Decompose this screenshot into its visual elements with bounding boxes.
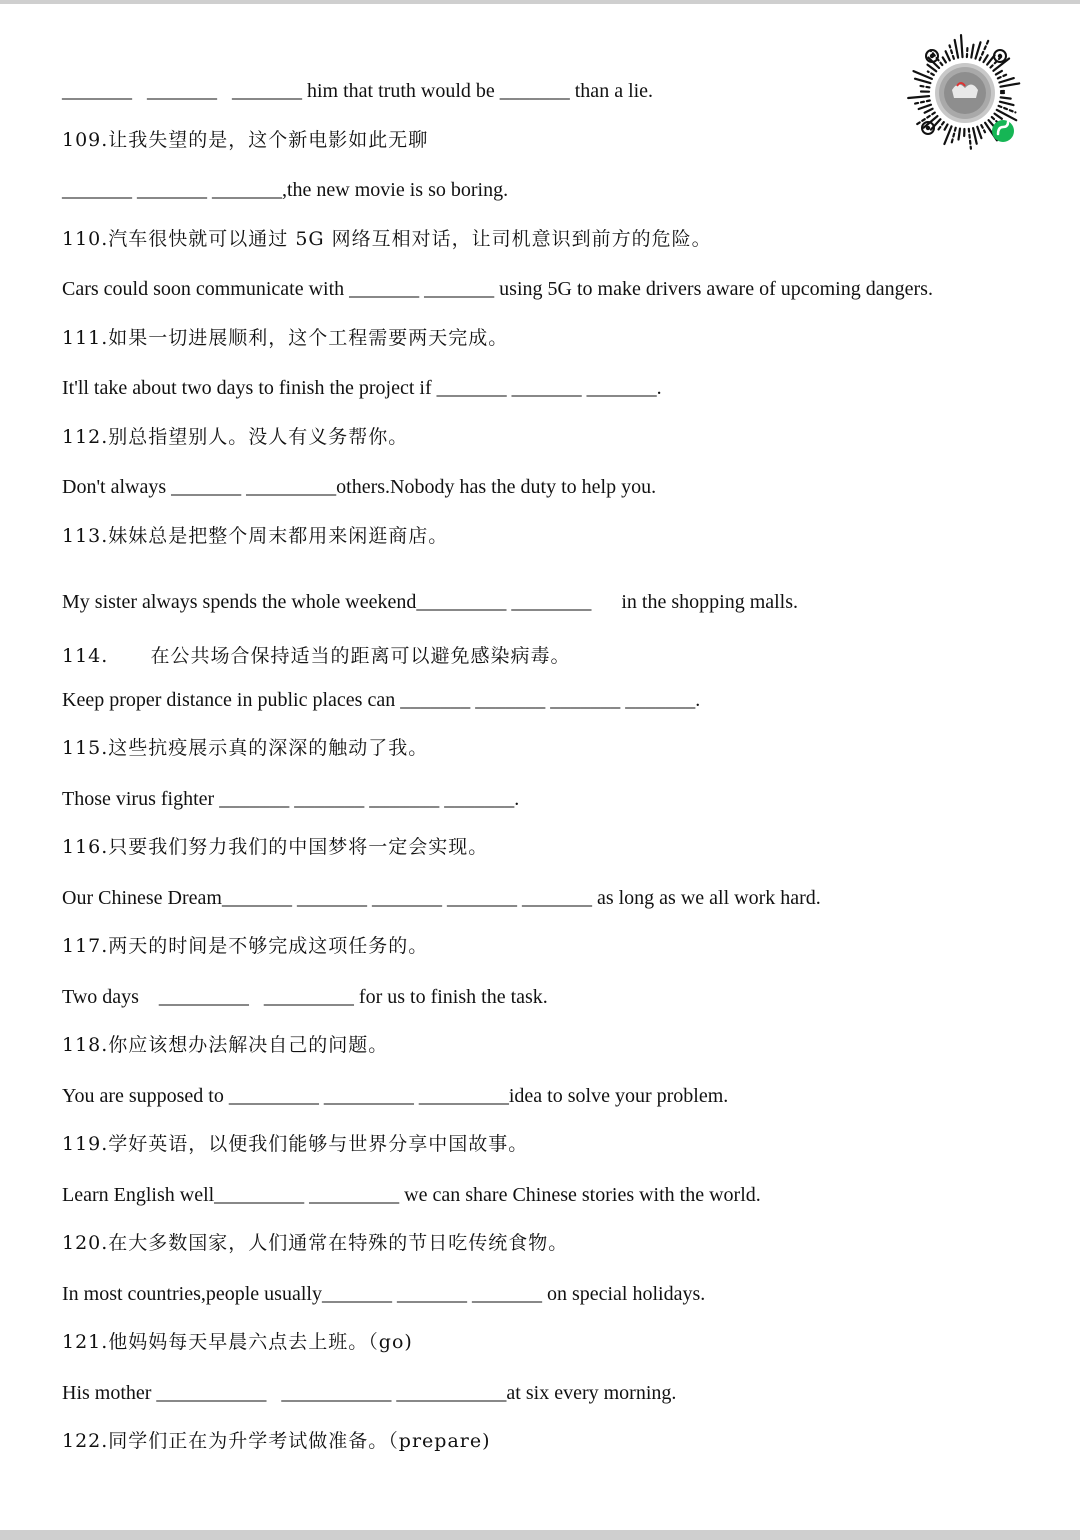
question-answer-line: You are supposed to _________ _________ _________idea to solve your problem.: [62, 1085, 729, 1107]
question-answer-line: His mother ___________ ___________ ___________at six every morning.: [62, 1382, 677, 1404]
question-prompt-chinese: 112.别总指望别人。没人有义务帮你。: [62, 426, 409, 448]
question-answer-line: _______ _______ _______ him that truth would be _______ than a lie.: [62, 80, 654, 102]
top-border: [0, 0, 1080, 4]
question-prompt-chinese: 116.只要我们努力我们的中国梦将一定会实现。: [62, 836, 489, 858]
question-answer-line: In most countries,people usually_______ _______ _______ on special holidays.: [62, 1283, 706, 1305]
question-answer-line: Keep proper distance in public places can _______ _______ _______ _______.: [62, 689, 701, 711]
question-prompt-chinese: 114. 在公共场合保持适当的距离可以避免感染病毒。: [62, 645, 571, 667]
question-answer-line: Two days _________ _________ for us to finish the task.: [62, 986, 548, 1008]
question-answer-line: Learn English well_________ _________ we can share Chinese stories with the world.: [62, 1184, 761, 1206]
question-answer-line: My sister always spends the whole weekend_________ ________ in the shopping malls.: [62, 591, 799, 613]
question-answer-line: Don't always _______ _________others.Nobody has the duty to help you.: [62, 476, 657, 498]
question-prompt-chinese: 118.你应该想办法解决自己的问题。: [62, 1034, 389, 1056]
question-answer-line: Cars could soon communicate with _______ _______ using 5G to make drivers aware of upcoming dangers.: [62, 278, 933, 300]
question-prompt-chinese: 121.他妈妈每天早晨六点去上班。（go): [62, 1331, 413, 1353]
question-prompt-chinese: 115.这些抗疫展示真的深深的触动了我。: [62, 737, 429, 759]
bottom-border: [0, 1530, 1080, 1540]
question-answer-line: _______ _______ _______,the new movie is so boring.: [62, 179, 509, 201]
question-prompt-chinese: 111.如果一切进展顺利，这个工程需要两天完成。: [62, 327, 509, 349]
question-prompt-chinese: 119.学好英语，以便我们能够与世界分享中国故事。: [62, 1133, 529, 1155]
question-prompt-chinese: 110.汽车很快就可以通过 5G 网络互相对话，让司机意识到前方的危险。: [62, 228, 712, 250]
question-answer-line: Our Chinese Dream_______ _______ _______ _______ _______ as long as we all work hard.: [62, 887, 821, 909]
question-prompt-chinese: 122.同学们正在为升学考试做准备。（prepare): [62, 1430, 491, 1452]
mini-program-code-icon: [902, 30, 1028, 156]
question-prompt-chinese: 113.妹妹总是把整个周末都用来闲逛商店。: [62, 525, 449, 547]
question-prompt-chinese: 109.让我失望的是，这个新电影如此无聊: [62, 129, 429, 151]
question-answer-line: Those virus fighter _______ _______ _______ _______.: [62, 788, 520, 810]
question-answer-line: It'll take about two days to finish the project if _______ _______ _______.: [62, 377, 662, 399]
question-prompt-chinese: 120.在大多数国家，人们通常在特殊的节日吃传统食物。: [62, 1232, 569, 1254]
question-prompt-chinese: 117.两天的时间是不够完成这项任务的。: [62, 935, 429, 957]
